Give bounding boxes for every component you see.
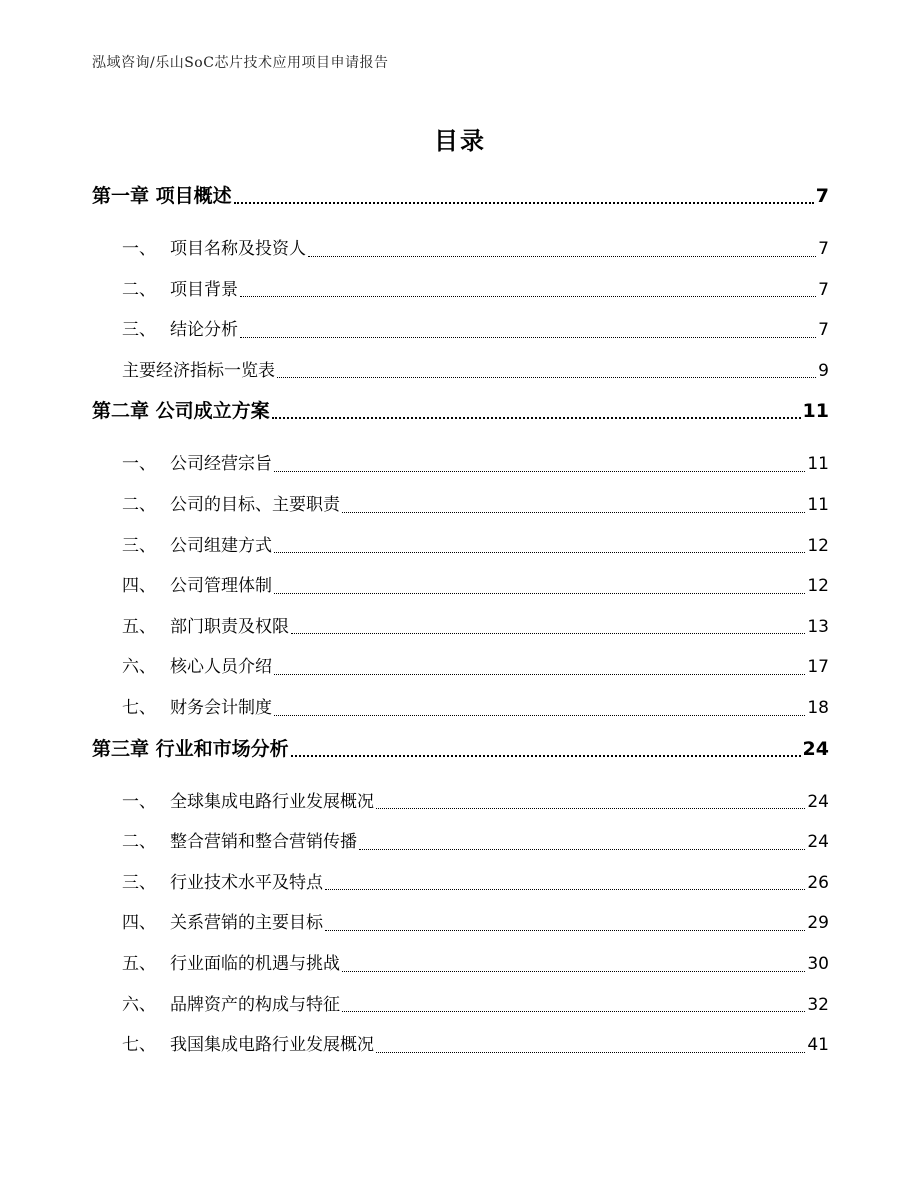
toc-page-number: 24: [807, 822, 829, 863]
toc-entry[interactable]: [92, 782, 829, 823]
dot-leader: [240, 295, 816, 297]
toc-page-number: 13: [807, 607, 829, 648]
dot-leader: [274, 592, 805, 594]
toc-chapter-3[interactable]: [92, 729, 829, 770]
toc-entry[interactable]: [92, 647, 829, 688]
toc-title: 目录: [434, 127, 486, 155]
toc-page-number: 17: [807, 647, 829, 688]
dot-leader: [342, 1010, 805, 1012]
toc-page-number: 7: [818, 310, 829, 351]
toc-entry[interactable]: [92, 229, 829, 270]
toc-page-number: 26: [807, 863, 829, 904]
toc-entry-label: 财务会计制度: [170, 697, 272, 718]
toc-page-number: 29: [807, 903, 829, 944]
toc-entry-label: 全球集成电路行业发展概况: [170, 791, 374, 812]
toc-entry-label: 我国集成电路行业发展概况: [170, 1035, 374, 1056]
toc-page-number: 7: [818, 270, 829, 311]
dot-leader: [359, 848, 805, 850]
toc-entry-label: 整合营销和整合营销传播: [170, 832, 357, 853]
toc-entry-number: 一、: [122, 791, 156, 812]
toc-entry[interactable]: [92, 822, 829, 863]
toc-entry[interactable]: [92, 863, 829, 904]
dot-leader: [342, 511, 805, 513]
toc-entry-number: 三、: [122, 872, 156, 893]
toc-page-number: 32: [807, 985, 829, 1026]
dot-leader: [376, 807, 805, 809]
toc-entry-label: 公司经营宗旨: [170, 454, 272, 475]
toc-entry[interactable]: [92, 944, 829, 985]
toc-entry[interactable]: [92, 1025, 829, 1066]
toc-page-number: 12: [807, 566, 829, 607]
running-header: 泓域咨询/乐山SoC芯片技术应用项目申请报告: [92, 55, 389, 71]
toc-entry-number: 五、: [122, 616, 156, 637]
toc-entry[interactable]: [92, 566, 829, 607]
toc-entry[interactable]: [92, 688, 829, 729]
dot-leader: [240, 336, 816, 338]
toc-entry-number: 四、: [122, 576, 156, 597]
toc-entry-number: 七、: [122, 1035, 156, 1056]
toc-page-number: 7: [816, 176, 829, 217]
toc-entry-label: 品牌资产的构成与特征: [170, 994, 340, 1015]
toc-page-number: 7: [818, 229, 829, 270]
dot-leader: [274, 673, 805, 675]
toc-entry-number: 三、: [122, 535, 156, 556]
toc-page-number: 24: [803, 729, 829, 770]
toc-page-number: 11: [807, 485, 829, 526]
toc-entry-label: 行业技术水平及特点: [170, 872, 323, 893]
toc-entry-label: 公司组建方式: [170, 535, 272, 556]
toc-page-number: 12: [807, 526, 829, 567]
toc-page-number: 41: [807, 1025, 829, 1066]
dot-leader: [376, 1051, 805, 1053]
toc-entry[interactable]: [92, 310, 829, 351]
toc-entry-number: 一、: [122, 454, 156, 475]
dot-leader: [291, 754, 801, 757]
dot-leader: [274, 470, 805, 472]
toc-page-number: 11: [807, 444, 829, 485]
toc-chapter-1[interactable]: [92, 176, 829, 217]
toc-entry-number: 二、: [122, 494, 156, 515]
toc-entry-number: 五、: [122, 953, 156, 974]
toc-entry-label: 关系营销的主要目标: [170, 913, 323, 934]
toc-entry[interactable]: [92, 607, 829, 648]
toc-entry-label: 项目名称及投资人: [170, 239, 306, 259]
dot-leader: [325, 888, 805, 890]
dot-leader: [272, 416, 801, 419]
toc-entry[interactable]: [92, 351, 829, 392]
toc-entry[interactable]: [92, 526, 829, 567]
dot-leader: [274, 714, 805, 716]
toc-entry-label: 部门职责及权限: [170, 616, 289, 637]
toc-entry-label: 公司管理体制: [170, 576, 272, 597]
toc-entry[interactable]: [92, 985, 829, 1026]
toc-page-number: 30: [807, 944, 829, 985]
toc-entry-number: 一、: [122, 239, 156, 259]
dot-leader: [325, 929, 805, 931]
toc-entry-label: 行业面临的机遇与挑战: [170, 953, 340, 974]
toc-page-number: 11: [803, 391, 829, 432]
toc-entry-label: 核心人员介绍: [170, 657, 272, 678]
toc-entry-number: 三、: [122, 320, 156, 341]
toc-chapter-label: 第二章 公司成立方案: [92, 391, 270, 432]
toc-page-number: 24: [807, 782, 829, 823]
toc-chapter-label: 第一章 项目概述: [92, 176, 232, 217]
toc-entry[interactable]: [92, 903, 829, 944]
dot-leader: [274, 551, 805, 553]
table-of-contents: [92, 176, 829, 1066]
toc-entry-label: 主要经济指标一览表: [122, 351, 275, 392]
toc-entry[interactable]: [92, 444, 829, 485]
toc-entry-number: 二、: [122, 279, 156, 300]
dot-leader: [234, 201, 814, 204]
dot-leader: [277, 376, 816, 378]
toc-chapter-2[interactable]: [92, 391, 829, 432]
toc-entry-label: 项目背景: [170, 279, 238, 300]
toc-entry[interactable]: [92, 485, 829, 526]
dot-leader: [308, 255, 816, 257]
toc-entry-label: 公司的目标、主要职责: [170, 494, 340, 515]
toc-page-number: 18: [807, 688, 829, 729]
toc-entry-number: 二、: [122, 832, 156, 853]
toc-entry-number: 六、: [122, 657, 156, 678]
toc-entry-number: 六、: [122, 994, 156, 1015]
toc-page-number: 9: [818, 351, 829, 392]
dot-leader: [342, 970, 805, 972]
dot-leader: [291, 632, 805, 634]
toc-entry-label: 结论分析: [170, 320, 238, 341]
toc-entry-number: 七、: [122, 697, 156, 718]
toc-entry-number: 四、: [122, 913, 156, 934]
toc-chapter-label: 第三章 行业和市场分析: [92, 729, 289, 770]
toc-entry[interactable]: [92, 270, 829, 311]
